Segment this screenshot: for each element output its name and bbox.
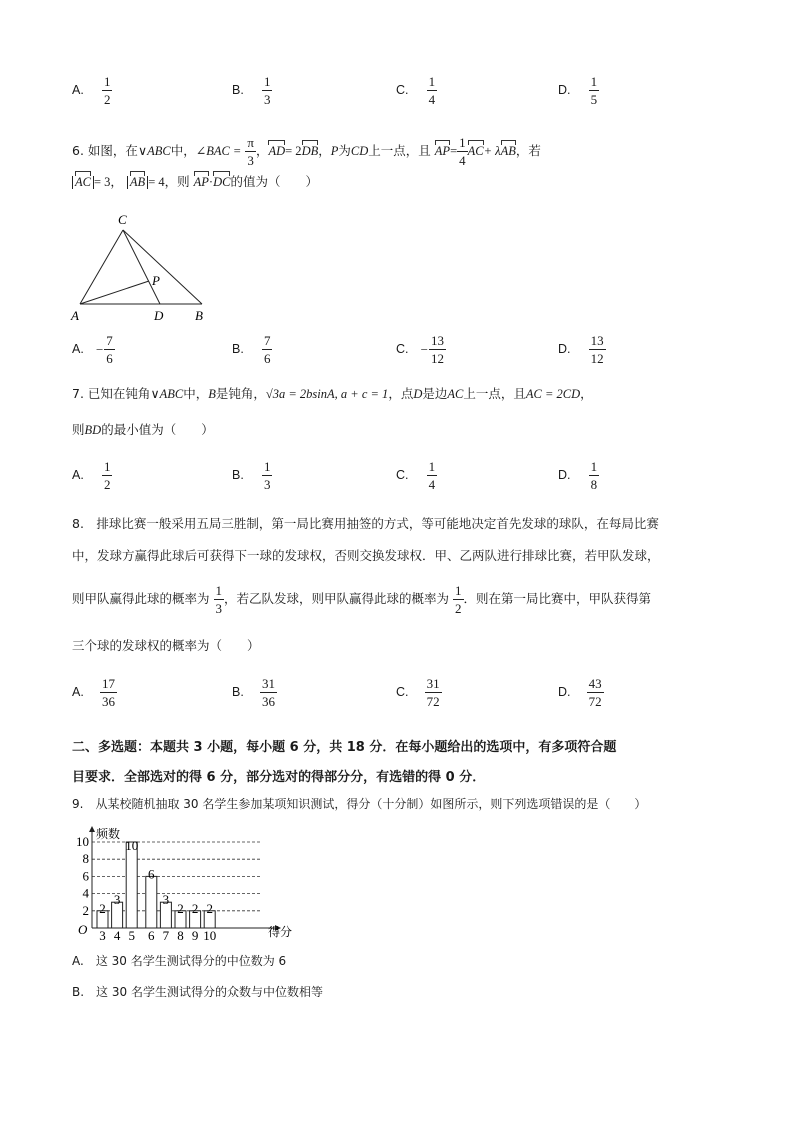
- vector-ab: AB: [500, 144, 516, 158]
- fraction: $\frac{1}{3}$: [263, 74, 271, 107]
- segment-ap: [80, 281, 149, 304]
- fraction: $\frac{1}{2}$: [455, 583, 462, 616]
- x-tick-label: 8: [177, 928, 184, 943]
- q7-option-d[interactable]: D. $\frac{1}{8}$: [558, 459, 598, 492]
- fraction: $\frac{1}{8}$: [590, 459, 598, 492]
- data-label: 10: [125, 838, 139, 853]
- label-c: C: [118, 212, 127, 227]
- q7-option-b[interactable]: B. $\frac{1}{3}$: [232, 459, 271, 492]
- y-tick-label: 6: [82, 868, 89, 884]
- fraction: $\frac{1}{2}$: [103, 74, 111, 107]
- section-heading-line2: 目要求．全部选对的得 6 分，部分选对的得部分分，有选错的得 0 分．: [72, 770, 486, 785]
- fraction: $\frac{1}{4}$: [459, 135, 466, 168]
- fraction: $\frac{31}{36}$: [261, 676, 275, 709]
- q8-line3: 则甲队赢得此球的概率为 $\frac{1}{3}$ ，若乙队发球，则甲队赢得此球的概率为 $\frac{1}{2}$ ．则在第一局比赛中，甲队获得第: [72, 583, 652, 616]
- y-tick-label: 10: [76, 834, 89, 849]
- data-label: 2: [191, 900, 199, 916]
- q8-option-d[interactable]: D. $\frac{43}{72}$: [558, 676, 602, 709]
- data-label: 2: [99, 900, 106, 916]
- q6-option-c[interactable]: C. − $\frac{13}{12}$: [396, 333, 444, 366]
- side-ac: [80, 230, 123, 304]
- q5-option-b[interactable]: B. $\frac{1}{3}$: [232, 74, 271, 107]
- q9-option-b[interactable]: B. 这 30 名学生测试得分的众数与中位数相等: [72, 985, 323, 999]
- fraction: $\frac{1}{2}$: [103, 459, 111, 492]
- fraction: $\frac{31}{72}$: [426, 676, 440, 709]
- q8-option-c[interactable]: C. $\frac{31}{72}$: [396, 676, 440, 709]
- vector-ap: AP: [193, 175, 209, 189]
- data-label: 3: [113, 892, 121, 908]
- chart-y-tick-labels: [76, 834, 90, 918]
- q5-option-d[interactable]: D. $\frac{1}{5}$: [558, 74, 598, 107]
- y-tick-label: 2: [82, 902, 89, 918]
- vector-ap: AP: [434, 144, 451, 158]
- y-axis-label: 频数: [96, 827, 121, 841]
- vector-db: DB: [301, 144, 319, 158]
- fraction: $\frac{1}{4}$: [428, 74, 436, 107]
- q5-option-a[interactable]: A. $\frac{1}{2}$: [72, 74, 111, 107]
- q6-triangle-figure: [68, 208, 218, 328]
- x-tick-label: 6: [148, 928, 155, 943]
- vector-ad: AD: [268, 144, 286, 158]
- x-tick-label: 4: [113, 928, 121, 943]
- q7-option-a[interactable]: A. $\frac{1}{2}$: [72, 459, 111, 492]
- fraction: $\frac{1}{5}$: [590, 74, 598, 107]
- section-heading-line1: 二、多选题：本题共 3 小题，每小题 6 分，共 18 分．在每小题给出的选项中，有多项符合题: [72, 740, 617, 755]
- q6-option-a[interactable]: A. − $\frac{7}{6}$: [72, 333, 113, 366]
- label-p: P: [152, 273, 160, 288]
- chart-x-tick-labels: [99, 928, 216, 943]
- y-tick-label: 4: [82, 885, 89, 901]
- q6-line2: AC = 3， AB = 4，则 AP·DC的值为（ ）: [72, 176, 318, 189]
- data-label: 3: [162, 892, 170, 908]
- q6-option-b[interactable]: B. $\frac{7}{6}$: [232, 333, 271, 366]
- data-label: 2: [206, 900, 213, 916]
- q7-line2: 则BD的最小值为（ ）: [72, 422, 214, 437]
- data-label: 2: [177, 900, 184, 916]
- vector-dc: DC: [213, 175, 231, 189]
- fraction: $\frac{\pi}{3}$: [247, 135, 254, 168]
- fraction: $\frac{13}{12}$: [430, 333, 444, 366]
- label-a: A: [71, 308, 79, 323]
- q9-text: 9. 从某校随机抽取 30 名学生参加某项知识测试，得分（十分制）如图所示，则下列选项错误的是（ ）: [72, 797, 647, 811]
- x-tick-label: 9: [191, 928, 199, 943]
- fraction: $\frac{7}{6}$: [263, 333, 271, 366]
- q8-line1: 8. 排球比赛一般采用五局三胜制，第一局比赛用抽签的方式，等可能地决定首先发球的球队，在每局比赛: [72, 516, 659, 531]
- x-tick-label: 3: [99, 928, 106, 943]
- x-tick-label: 7: [162, 928, 170, 943]
- magnitude-ab: AB: [127, 176, 148, 189]
- fraction: $\frac{7}{6}$: [106, 333, 113, 366]
- origin-label: O: [78, 922, 88, 937]
- fraction: $\frac{1}{3}$: [215, 583, 222, 616]
- q9-option-a[interactable]: A. 这 30 名学生测试得分的中位数为 6: [72, 954, 287, 968]
- q6-option-d[interactable]: D. $\frac{13}{12}$: [558, 333, 604, 366]
- label-d: D: [154, 308, 164, 323]
- q9-frequency-chart: [70, 824, 310, 946]
- x-tick-label: 5: [128, 928, 135, 943]
- fraction: $\frac{43}{72}$: [588, 676, 602, 709]
- label-b: B: [195, 308, 203, 323]
- q7-option-c[interactable]: C. $\frac{1}{4}$: [396, 459, 436, 492]
- bar: [146, 876, 157, 928]
- x-axis-label: 得分: [268, 925, 293, 939]
- vector-ac: AC: [467, 144, 484, 158]
- q8-option-b[interactable]: B. $\frac{31}{36}$: [232, 676, 275, 709]
- q7-line1: 7. 已知在钝角∨ABC中，B是钝角，√3a = 2bsinA, a + c = 1，点D是边AC上一点，且AC = 2CD，: [72, 386, 593, 401]
- q8-line4: 三个球的发球权的概率为（ ）: [72, 638, 260, 653]
- fraction: $\frac{1}{4}$: [428, 459, 436, 492]
- q8-option-a[interactable]: A. $\frac{17}{36}$: [72, 676, 115, 709]
- x-tick-label: 10: [203, 928, 217, 943]
- y-tick-label: 8: [82, 851, 89, 867]
- segment-cd: [123, 230, 160, 304]
- side-cb: [123, 230, 202, 304]
- q8-line2: 中，发球方赢得此球后可获得下一球的发球权，否则交换发球权．甲、乙两队进行排球比赛，若甲队发球，: [72, 548, 660, 563]
- magnitude-ac: AC: [72, 176, 94, 189]
- q6-line1: 6. 如图，在∨ABC中，∠BAC = $\frac{\pi}{3}$ ，AD= 2DB，P为CD上一点，且 AP= $\frac{1}{4}$ AC+ λAB，若: [72, 135, 541, 168]
- fraction: $\frac{13}{12}$: [590, 333, 604, 366]
- bar: [126, 842, 137, 928]
- q5-option-c[interactable]: C. $\frac{1}{4}$: [396, 74, 436, 107]
- fraction: $\frac{17}{36}$: [101, 676, 115, 709]
- y-axis-arrow: [89, 826, 95, 832]
- data-label: 6: [148, 866, 155, 882]
- fraction: $\frac{1}{3}$: [263, 459, 271, 492]
